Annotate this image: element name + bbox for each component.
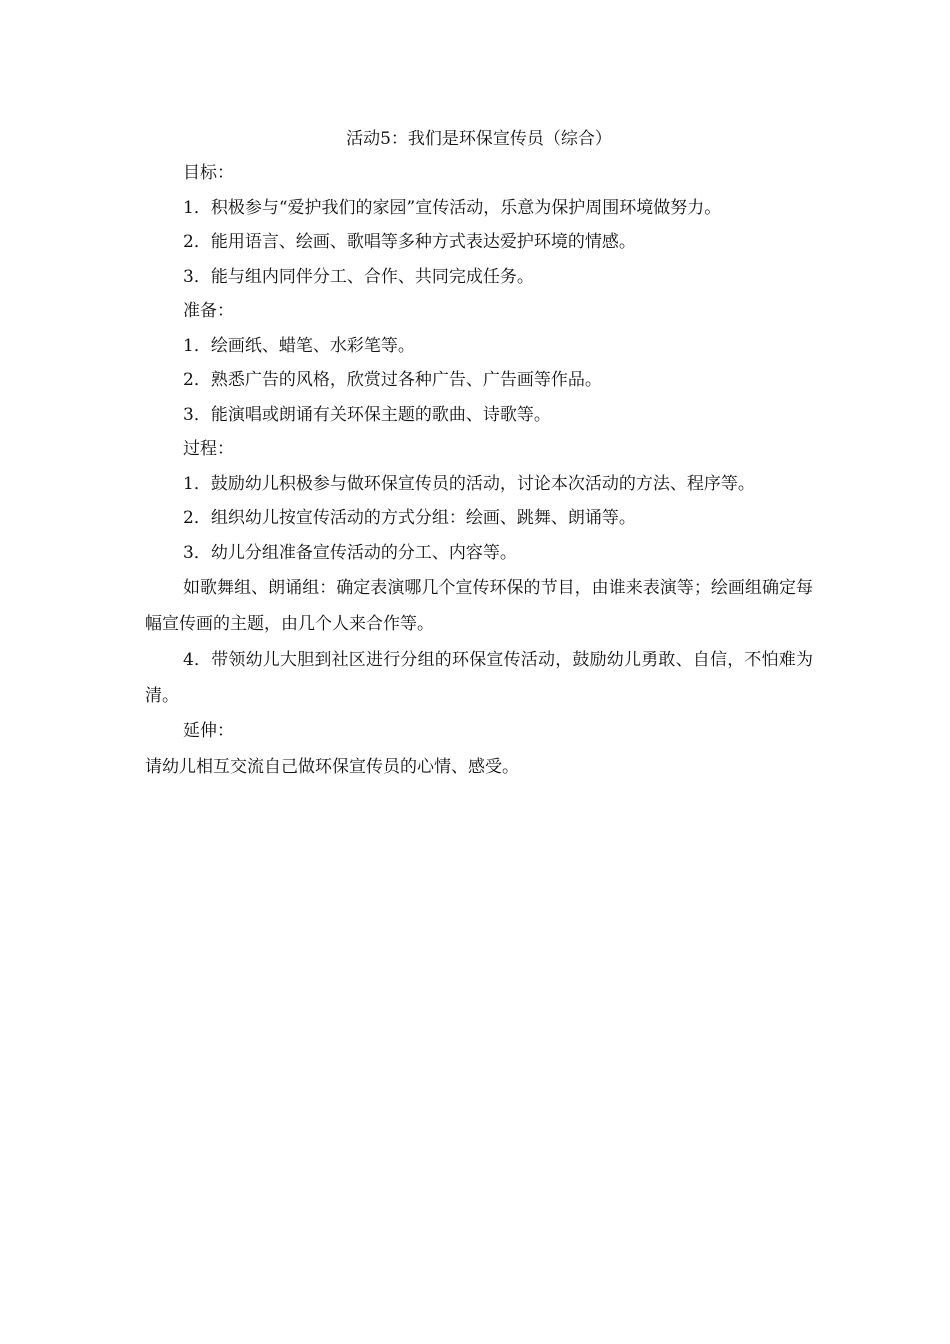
document-page — [145, 122, 813, 785]
process-paragraph-groups: 如歌舞组、朗诵组：确定表演哪几个宣传环保的节目，由谁来表演等；绘画组确定每幅宣传画的主题，由几个人来合作等。 — [145, 578, 813, 634]
process-item-2: 2．组织幼儿按宣传活动的方式分组：绘画、跳舞、朗诵等。 — [183, 508, 636, 528]
extension-heading: 延伸： — [183, 721, 234, 741]
process-paragraph-community: 4．带领幼儿大胆到社区进行分组的环保宣传活动，鼓励幼儿勇敢、自信，不怕难为清。 — [145, 650, 813, 706]
preparation-item-3: 3．能演唱或朗诵有关环保主题的歌曲、诗歌等。 — [183, 404, 551, 425]
document-title: 活动5：我们是环保宣传员（综合） — [346, 129, 612, 149]
goal-item-1: 1．积极参与“爱护我们的家园”宣传活动，乐意为保护周围环境做努力。 — [183, 197, 722, 218]
preparation-item-1: 1．绘画纸、蜡笔、水彩笔等。 — [183, 335, 415, 356]
goal-item-2: 2．能用语言、绘画、歌唱等多种方式表达爱护环境的情感。 — [183, 232, 636, 252]
process-item-1: 1．鼓励幼儿积极参与做环保宣传员的活动，讨论本次活动的方法、程序等。 — [183, 473, 755, 494]
preparation-item-2: 2．熟悉广告的风格，欣赏过各种广告、广告画等作品。 — [183, 370, 602, 390]
goal-item-3: 3．能与组内同伴分工、合作、共同完成任务。 — [183, 266, 534, 287]
process-heading: 过程： — [183, 439, 234, 459]
process-item-3: 3．幼儿分组准备宣传活动的分工、内容等。 — [183, 542, 517, 563]
preparation-heading: 准备： — [183, 301, 234, 321]
goals-heading: 目标： — [183, 163, 234, 183]
extension-text: 请幼儿相互交流自己做环保宣传员的心情、感受。 — [145, 756, 519, 777]
